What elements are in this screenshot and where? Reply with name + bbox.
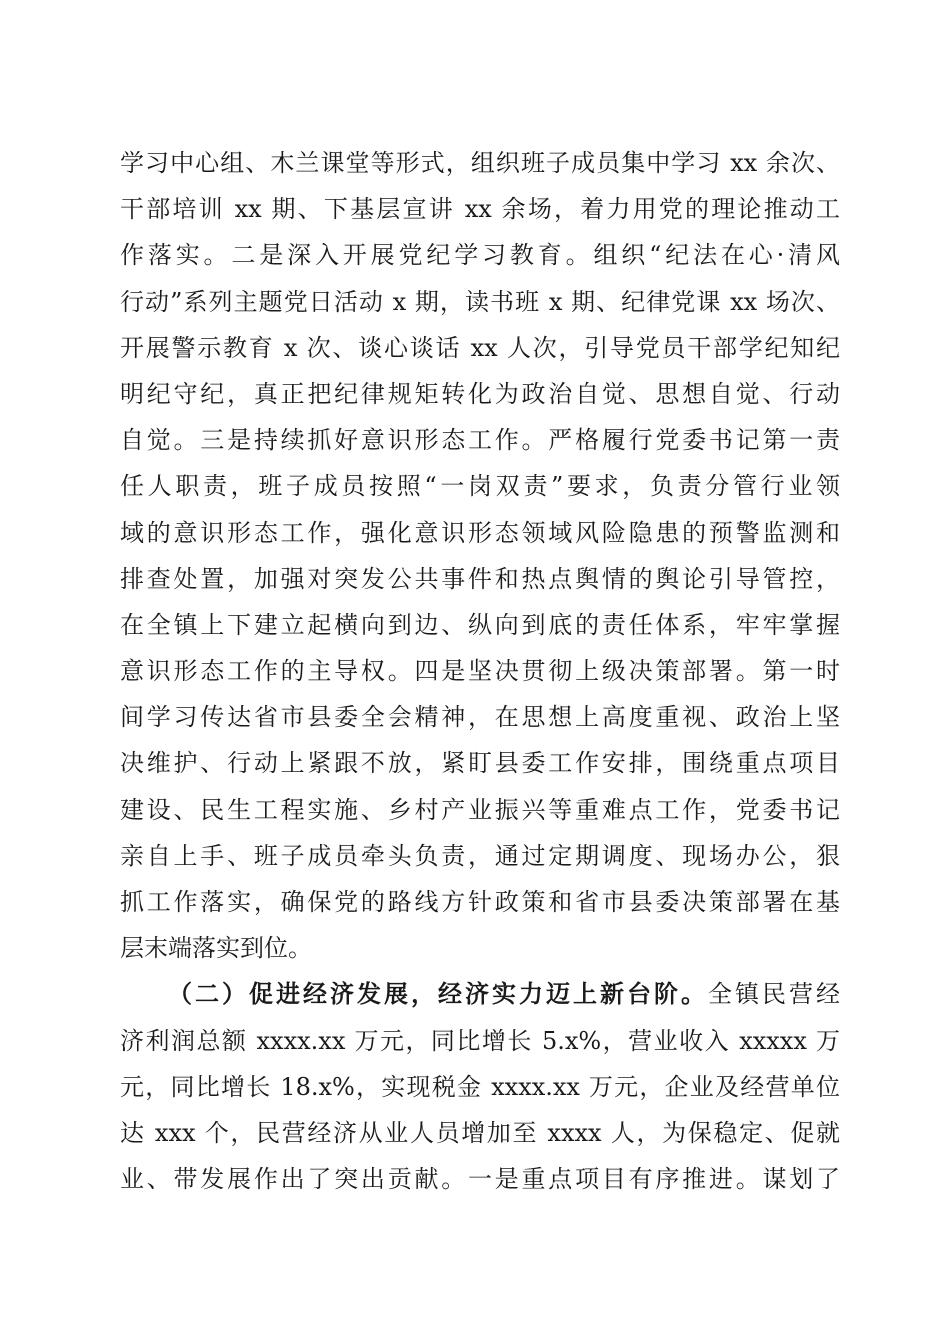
text-line-paragraph-end: 层末端落实到位。 [120,934,312,963]
text-line: 学习中心组、木兰课堂等形式，组织班子成员集中学习 xx 余次、 [120,149,840,177]
section-heading: （二）促进经济发展，经济实力迈上新台阶。 [168,979,708,1009]
text-line: 干部培训 xx 期、下基层宣讲 xx 余场，着力用党的理论推动工 [120,195,840,224]
text-line: 业、带发展作出了突出贡献。一是重点项目有序推进。谋划了 [120,1165,840,1194]
text-line: 元，同比增长 18.x%，实现税金 xxxx.xx 万元，企业及经营单位 [120,1072,840,1101]
section-text: 全镇民营经 [708,980,840,1009]
text-line: 济利润总额 xxxx.xx 万元，同比增长 5.x%，营业收入 xxxxx 万 [120,1026,840,1055]
text-line: 域的意识形态工作，强化意识形态领域风险隐患的预警监测和 [120,518,840,547]
text-line: 任人职责，班子成员按照“一岗双责”要求，负责分管行业领 [120,472,840,501]
text-line: 意识形态工作的主导权。四是坚决贯彻上级决策部署。第一时 [120,657,840,686]
text-line: 达 xxx 个，民营经济从业人员增加至 xxxx 人，为保稳定、促就 [120,1118,840,1147]
text-line: 自觉。三是持续抓好意识形态工作。严格履行党委书记第一责 [120,426,840,455]
text-line: 在全镇上下建立起横向到边、纵向到底的责任体系，牢牢掌握 [120,610,840,639]
text-line: 抓工作落实，确保党的路线方针政策和省市县委决策部署在基 [120,888,840,916]
text-line: 建设、民生工程实施、乡村产业振兴等重难点工作，党委书记 [120,795,840,824]
text-line: 行动”系列主题党日活动 x 期，读书班 x 期、纪律党课 xx 场次、 [120,287,840,316]
text-line: 作落实。二是深入开展党纪学习教育。组织“纪法在心·清风 [120,241,840,270]
section-two-first-line [120,971,840,1017]
body-text [120,140,840,1202]
text-line: 亲自上手、班子成员牵头负责，通过定期调度、现场办公，狠 [120,841,840,870]
text-line: 排查处置，加强对突发公共事件和热点舆情的舆论引导管控， [120,564,840,593]
text-line: 间学习传达省市县委全会精神，在思想上高度重视、政治上坚 [120,703,840,732]
text-line: 决维护、行动上紧跟不放，紧盯县委工作安排，围绕重点项目 [120,749,840,778]
text-line: 明纪守纪，真正把纪律规矩转化为政治自觉、思想自觉、行动 [120,379,840,408]
text-line: 开展警示教育 x 次、谈心谈话 xx 人次，引导党员干部学纪知纪 [120,333,840,362]
